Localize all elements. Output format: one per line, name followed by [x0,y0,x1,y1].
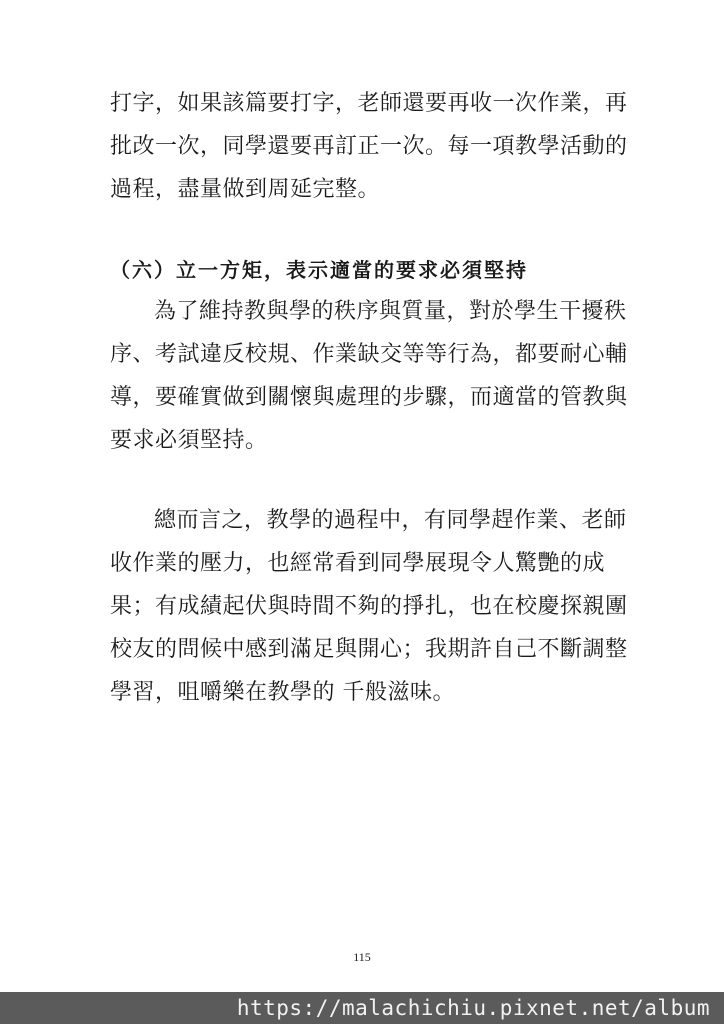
intro-line-1: 打字，如果該篇要打字，老師還要再收一次作業，再 [110,91,628,116]
section-line-2: 序、考試違反校規、作業缺交等等行為，都要耐心輔 [110,342,628,367]
conclusion-line-2: 收作業的壓力，也經常看到同學展現令人驚艷的成 [110,551,606,576]
page-number: 115 [353,950,371,964]
watermark-url: https://malachichiu.pixnet.net/album [236,996,710,1020]
section-heading: （六）立一方矩，表示適當的要求必須堅持 [110,258,528,282]
conclusion-line-5: 學習，咀嚼樂在教學的 千般滋味。 [110,680,455,705]
conclusion-line-1: 總而言之，教學的過程中，有同學趕作業、老師 [154,508,627,533]
section-line-3: 導，要確實做到關懷與處理的步驟，而適當的管教與 [110,385,628,410]
section-line-1: 為了維持教與學的秩序與質量，對於學生干擾秩 [154,299,627,324]
intro-line-3: 過程，盡量做到周延完整。 [110,177,381,202]
conclusion-line-4: 校友的問候中感到滿足與開心；我期許自己不斷調整 [110,637,628,662]
conclusion-line-3: 果；有成績起伏與時間不夠的掙扎，也在校慶探親團 [110,594,628,619]
intro-line-2: 批改一次，同學還要再訂正一次。每一項教學活動的 [110,134,628,159]
watermark-bar [0,992,724,1024]
section-line-4: 要求必須堅持。 [110,428,268,453]
